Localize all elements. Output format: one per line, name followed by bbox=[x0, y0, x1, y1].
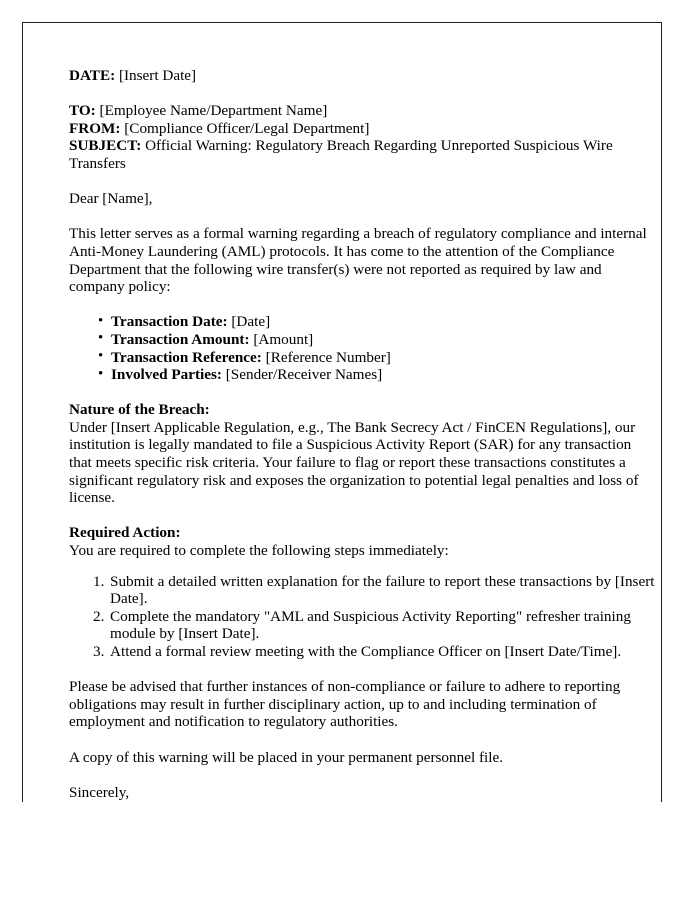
list-item: Attend a formal review meeting with the Compliance Officer on [Insert Date/Time]. bbox=[110, 643, 622, 660]
subject-line bbox=[69, 137, 655, 172]
nature-of-breach-heading: Nature of the Breach: bbox=[69, 401, 210, 419]
from-line bbox=[69, 120, 655, 138]
warning-paragraph: Please be advised that further instances of non-compliance or failure to adhere to reporting obligations may result in further disciplinary action, up to and including termination of employment and notification to regulatory authorities. bbox=[69, 678, 621, 731]
spacer bbox=[69, 173, 655, 191]
letter-page-frame bbox=[22, 22, 662, 802]
spacer bbox=[69, 85, 655, 103]
letter-content bbox=[69, 67, 655, 801]
spacer bbox=[69, 208, 655, 226]
personnel-file-paragraph: A copy of this warning will be placed in your permanent personnel file. bbox=[69, 748, 503, 766]
nature-of-breach-body: Under [Insert Applicable Regulation, e.g., The Bank Secrecy Act / FinCEN Regulations], our institution is legally mandated to file a Suspicious Activity Report (SAR) for any transaction that meets specific risk criteria. Your failure to flag or report these transactions constitutes a significant regulatory risk and exposes the organization to potential legal penalties and loss of license. bbox=[69, 418, 639, 507]
subject-label: SUBJECT: bbox=[69, 137, 142, 155]
list-item: Submit a detailed written explanation for the failure to report these transactions by [Insert Date]. bbox=[110, 572, 655, 608]
spacer bbox=[69, 384, 655, 402]
to-label: TO: bbox=[69, 102, 96, 120]
list-item: Complete the mandatory "AML and Suspicious Activity Reporting" refresher training module by [Insert Date]. bbox=[110, 607, 631, 643]
list-item bbox=[69, 313, 655, 331]
list-item bbox=[69, 366, 655, 384]
detail-label: Transaction Reference: bbox=[111, 348, 262, 366]
spacer bbox=[69, 507, 655, 525]
detail-label: Transaction Date: bbox=[111, 313, 228, 331]
detail-value: [Sender/Receiver Names] bbox=[225, 366, 383, 384]
date-value: [Insert Date] bbox=[118, 67, 197, 84]
list-item bbox=[69, 331, 655, 349]
salutation: Dear [Name], bbox=[69, 190, 153, 208]
detail-label: Transaction Amount: bbox=[111, 330, 250, 348]
detail-value: [Date] bbox=[231, 313, 271, 331]
required-action-heading: Required Action: bbox=[69, 524, 181, 542]
intro-paragraph: This letter serves as a formal warning regarding a breach of regulatory compliance and internal Anti-Money Laundering (AML) protocols. It has come to the attention of the Compliance Department that the following wire transfer(s) were not reported as required by law and company policy: bbox=[69, 225, 647, 296]
spacer bbox=[69, 766, 655, 784]
spacer bbox=[69, 560, 655, 573]
spacer bbox=[69, 731, 655, 749]
detail-label: Involved Parties: bbox=[111, 366, 222, 384]
spacer bbox=[69, 296, 655, 314]
to-line bbox=[69, 102, 655, 120]
list-item bbox=[69, 349, 655, 367]
from-value: [Compliance Officer/Legal Department] bbox=[124, 119, 370, 137]
required-action-intro: You are required to complete the following steps immediately: bbox=[69, 542, 449, 560]
detail-value: [Amount] bbox=[253, 330, 314, 348]
required-action-list bbox=[69, 573, 655, 661]
detail-value: [Reference Number] bbox=[265, 348, 391, 366]
subject-value: Official Warning: Regulatory Breach Regarding Unreported Suspicious Wire Transfers bbox=[69, 137, 613, 172]
to-value: [Employee Name/Department Name] bbox=[99, 102, 328, 120]
spacer bbox=[69, 661, 655, 679]
from-label: FROM: bbox=[69, 119, 121, 137]
transaction-details-list bbox=[69, 313, 655, 383]
date-label: DATE: bbox=[69, 67, 116, 84]
closing-salutation: Sincerely, bbox=[69, 783, 130, 801]
date-line bbox=[69, 67, 655, 85]
